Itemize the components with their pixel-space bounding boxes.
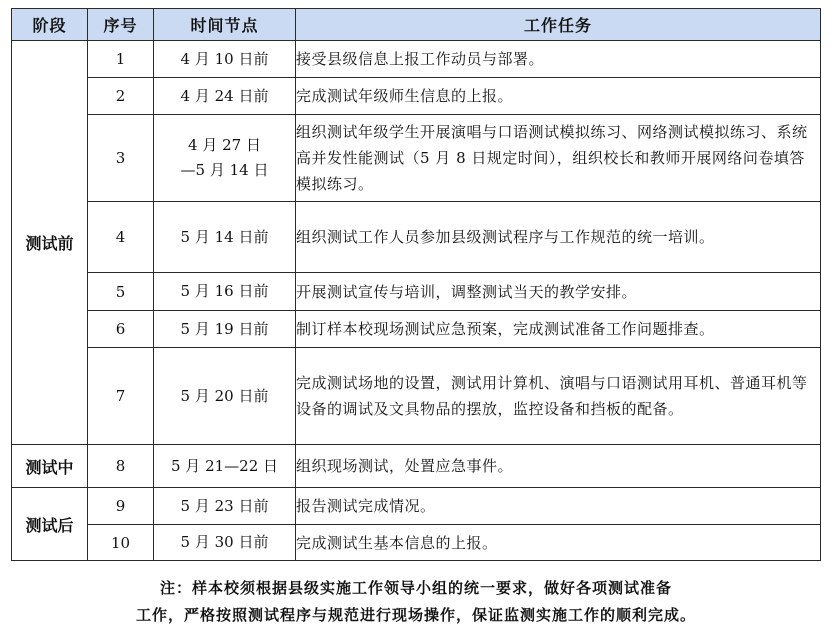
row-num: 2 — [88, 78, 154, 115]
header-time: 时间节点 — [154, 9, 296, 41]
row-num: 8 — [88, 445, 154, 488]
row-task: 组织现场测试，处置应急事件。 — [296, 445, 821, 488]
table-row — [12, 273, 821, 311]
row-time: 5 月 20 日前 — [154, 348, 296, 445]
schedule-table — [11, 8, 821, 561]
row-time: 5 月 21—22 日 — [154, 445, 296, 488]
row-time: 4 月 10 日前 — [154, 41, 296, 78]
row-task: 完成测试年级师生信息的上报。 — [296, 78, 821, 115]
table-row — [12, 78, 821, 115]
header-task: 工作任务 — [296, 9, 821, 41]
row-time: 4 月 24 日前 — [154, 78, 296, 115]
row-time: 5 月 23 日前 — [154, 488, 296, 525]
header-row — [12, 9, 821, 41]
row-task: 报告测试完成情况。 — [296, 488, 821, 525]
row-task: 完成测试场地的设置，测试用计算机、演唱与口语测试用耳机、普通耳机等设备的调试及文具物品的摆放，监控设备和挡板的配备。 — [296, 348, 821, 445]
row-task: 组织测试年级学生开展演唱与口语测试模拟练习、网络测试模拟练习、系统高并发性能测试（5 月 8 日规定时间），组织校长和教师开展网络问卷填答模拟练习。 — [296, 115, 821, 202]
row-num: 6 — [88, 311, 154, 348]
table-row — [12, 202, 821, 273]
row-time-start: 4 月 27 日 — [188, 136, 261, 154]
table-row — [12, 488, 821, 525]
header-stage: 阶段 — [12, 9, 88, 41]
header-num: 序号 — [88, 9, 154, 41]
stage-during: 测试中 — [12, 445, 88, 488]
table-row — [12, 311, 821, 348]
stage-before: 测试前 — [12, 41, 88, 445]
row-task: 开展测试宣传与培训，调整测试当天的教学安排。 — [296, 273, 821, 311]
row-time: 5 月 16 日前 — [154, 273, 296, 311]
row-num: 9 — [88, 488, 154, 525]
table-row — [12, 445, 821, 488]
row-task: 组织测试工作人员参加县级测试程序与工作规范的统一培训。 — [296, 202, 821, 273]
row-num: 10 — [88, 525, 154, 561]
row-time-end: —5 月 14 日 — [180, 161, 269, 179]
table-row — [12, 525, 821, 561]
row-time — [154, 115, 296, 202]
table-row — [12, 348, 821, 445]
stage-after: 测试后 — [12, 488, 88, 561]
row-num: 4 — [88, 202, 154, 273]
row-task: 制订样本校现场测试应急预案，完成测试准备工作问题排查。 — [296, 311, 821, 348]
row-task: 接受县级信息上报工作动员与部署。 — [296, 41, 821, 78]
row-time: 5 月 14 日前 — [154, 202, 296, 273]
note-line-2: 工作，严格按照测试程序与规范进行现场操作，保证监测实施工作的顺利完成。 — [135, 606, 696, 624]
row-num: 7 — [88, 348, 154, 445]
row-num: 3 — [88, 115, 154, 202]
row-time: 5 月 30 日前 — [154, 525, 296, 561]
table-row — [12, 115, 821, 202]
row-task: 完成测试生基本信息的上报。 — [296, 525, 821, 561]
note-line-1: 注：样本校须根据县级实施工作领导小组的统一要求，做好各项测试准备 — [159, 579, 672, 597]
table-row — [12, 41, 821, 78]
row-time: 5 月 19 日前 — [154, 311, 296, 348]
row-num: 5 — [88, 273, 154, 311]
row-num: 1 — [88, 41, 154, 78]
